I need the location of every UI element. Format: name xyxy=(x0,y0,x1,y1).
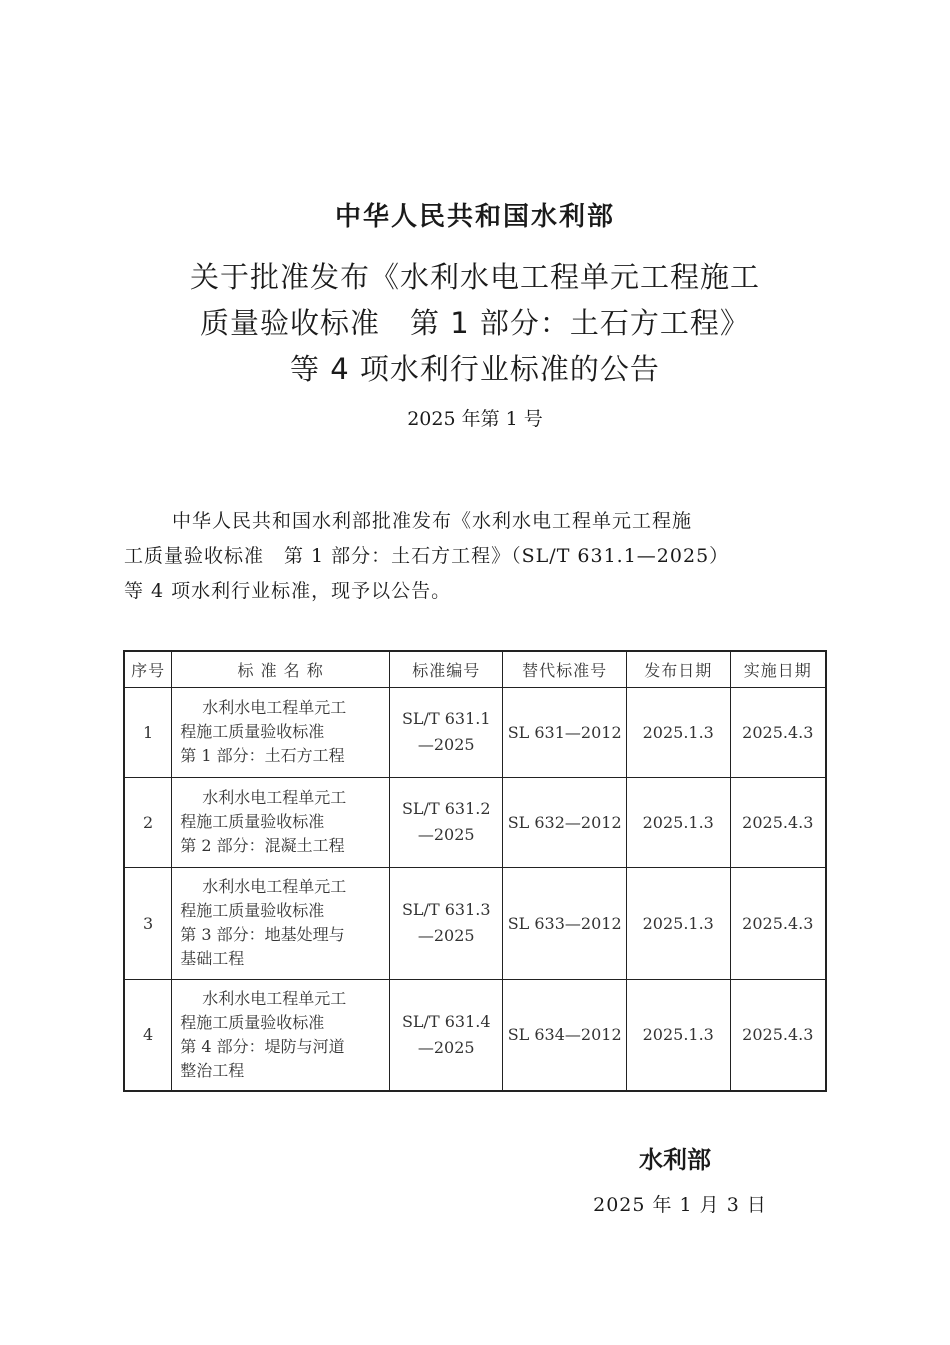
name-line: 程施工质量验收标准 xyxy=(180,901,325,920)
row-replaces: SL 631—2012 xyxy=(503,687,626,777)
table-row xyxy=(124,867,826,979)
row-replaces: SL 634—2012 xyxy=(503,979,626,1091)
table-row xyxy=(124,777,826,867)
row-name xyxy=(172,867,390,979)
row-name xyxy=(172,777,390,867)
row-no: 1 xyxy=(124,687,172,777)
announcement-body xyxy=(124,504,828,609)
name-line: 基础工程 xyxy=(180,949,245,968)
row-code xyxy=(390,979,503,1091)
name-line: 第 1 部分：土石方工程 xyxy=(180,746,345,765)
code-line: —2025 xyxy=(417,735,475,754)
name-line: 水利水电工程单元工 xyxy=(202,877,347,896)
row-published: 2025.1.3 xyxy=(626,777,730,867)
name-line: 水利水电工程单元工 xyxy=(202,698,347,717)
row-code xyxy=(390,687,503,777)
row-no: 3 xyxy=(124,867,172,979)
row-replaces: SL 633—2012 xyxy=(503,867,626,979)
code-line: SL/T 631.1 xyxy=(401,709,491,728)
title-line-1: 关于批准发布《水利水电工程单元工程施工 xyxy=(189,260,760,294)
name-line: 第 4 部分：堤防与河道 xyxy=(180,1036,345,1056)
row-effective: 2025.4.3 xyxy=(730,687,826,777)
name-line: 第 3 部分：地基处理与 xyxy=(180,925,345,944)
header-effective: 实施日期 xyxy=(730,651,826,687)
row-replaces: SL 632—2012 xyxy=(503,777,626,867)
code-line: SL/T 631.3 xyxy=(401,900,491,919)
code-line: —2025 xyxy=(417,1037,475,1057)
row-code xyxy=(390,777,503,867)
row-no: 4 xyxy=(124,979,172,1091)
name-line: 水利水电工程单元工 xyxy=(202,988,347,1008)
announcement-title xyxy=(0,254,950,392)
signature-date: 2025 年 1 月 3 日 xyxy=(593,1194,767,1216)
table-header-row xyxy=(124,651,826,687)
row-published: 2025.1.3 xyxy=(626,867,730,979)
signature-organization: 水利部 xyxy=(639,1146,711,1174)
header-name: 标 准 名 称 xyxy=(172,651,390,687)
name-line: 第 2 部分：混凝土工程 xyxy=(180,836,345,855)
title-line-3: 等 4 项水利行业标准的公告 xyxy=(290,352,660,386)
name-line: 整治工程 xyxy=(180,1060,245,1080)
code-line: —2025 xyxy=(417,825,475,844)
body-line-3: 等 4 项水利行业标准，现予以公告。 xyxy=(124,580,452,602)
name-line: 程施工质量验收标准 xyxy=(180,722,325,741)
row-effective: 2025.4.3 xyxy=(730,777,826,867)
body-line-2: 工质量验收标准 第 1 部分：土石方工程》（SL/T 631.1—2025） xyxy=(124,545,730,567)
header-code: 标准编号 xyxy=(390,651,503,687)
code-line: SL/T 631.4 xyxy=(401,1011,491,1031)
row-name xyxy=(172,687,390,777)
row-code xyxy=(390,867,503,979)
header-published: 发布日期 xyxy=(626,651,730,687)
title-line-2: 质量验收标准 第 1 部分：土石方工程》 xyxy=(200,306,750,340)
name-line: 程施工质量验收标准 xyxy=(180,812,325,831)
header-replaces: 替代标准号 xyxy=(503,651,626,687)
row-published: 2025.1.3 xyxy=(626,687,730,777)
row-effective: 2025.4.3 xyxy=(730,867,826,979)
code-line: SL/T 631.2 xyxy=(401,799,491,818)
body-line-1: 中华人民共和国水利部批准发布《水利水电工程单元工程施 xyxy=(172,510,693,532)
row-effective: 2025.4.3 xyxy=(730,979,826,1091)
table-row xyxy=(124,687,826,777)
name-line: 程施工质量验收标准 xyxy=(180,1012,325,1032)
code-line: —2025 xyxy=(417,926,475,945)
name-line: 水利水电工程单元工 xyxy=(202,788,347,807)
issuer-heading: 中华人民共和国水利部 xyxy=(334,202,615,232)
document-number: 2025 年第 1 号 xyxy=(407,408,543,430)
row-published: 2025.1.3 xyxy=(626,979,730,1091)
table-row xyxy=(124,979,826,1091)
row-name xyxy=(172,979,390,1091)
standards-table xyxy=(123,650,827,1092)
header-no: 序号 xyxy=(124,651,172,687)
row-no: 2 xyxy=(124,777,172,867)
